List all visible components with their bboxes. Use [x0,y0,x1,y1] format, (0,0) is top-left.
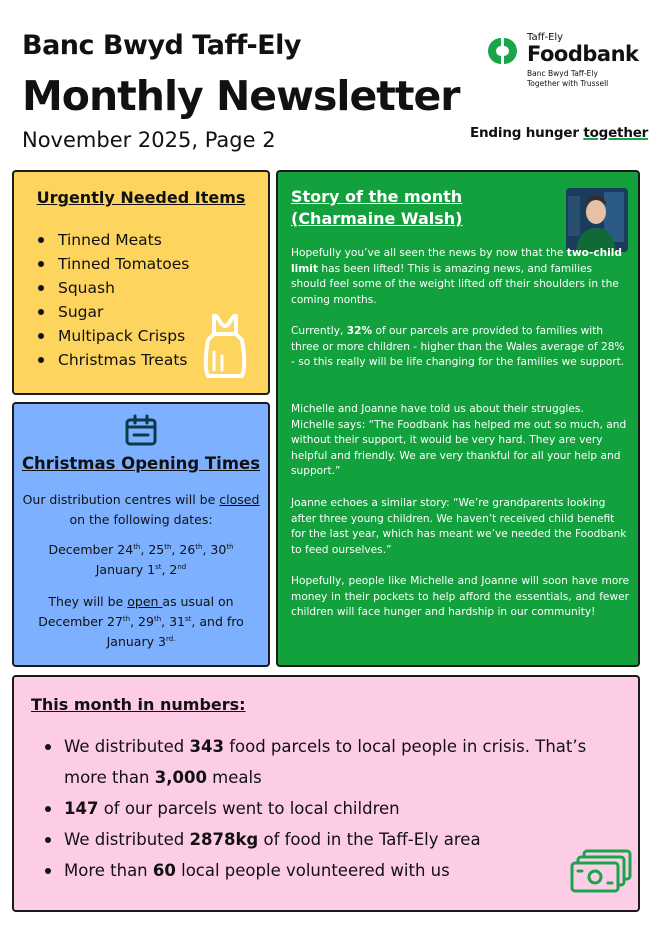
date-suffix: st [155,562,162,571]
list-item: Tinned Tomatoes [32,252,189,276]
open-line-2 [22,612,260,632]
urgent-items-list [32,228,189,372]
story-paragraph-4: Joanne echoes a similar story: “We’re grandparents looking after three young children. We haven’t received child benefit for the last year, which has meant we’ve needed the Foodbank to feed ourselves.” [291,497,627,556]
story-paragraph-2 [291,324,629,371]
christmas-times-title: Christmas Opening Times [21,454,261,473]
stat-value: 2878kg [189,830,259,849]
date-suffix: th [226,542,234,551]
date-suffix: th [133,542,141,551]
story-text: Hopefully you’ve all seen the news by now that the [291,247,567,259]
stat-text: of food in the Taff-Ely area [258,830,481,849]
stat-text: of our parcels went to local children [98,799,400,818]
story-highlight: two-child limit [291,247,622,275]
date-suffix: th [195,542,203,551]
stat-text: We distributed [64,830,190,849]
date-text: , 25 [140,542,165,557]
story-panel [276,170,640,667]
urgent-items-panel [12,170,270,395]
header-org-name: Banc Bwyd Taff-Ely [22,30,301,61]
stat-text: meals [206,768,262,787]
numbers-title: This month in numbers: [31,695,246,714]
date-suffix: st [185,614,192,623]
list-item [30,731,620,793]
list-item: Squash [32,276,189,300]
numbers-list [30,731,620,886]
list-item [30,793,620,824]
list-item: Tinned Meats [32,228,189,252]
date-text: , 2 [161,562,178,577]
charmaine-photo [566,188,628,252]
tagline-start: Ending hunger [470,125,584,141]
date-suffix: nd [177,562,187,571]
stat-value: 3,000 [154,768,207,787]
list-item: Sugar [32,300,189,324]
date-text: , 29 [130,614,154,629]
closed-dates-line-1 [22,540,260,560]
stat-text: More than [64,861,153,880]
stat-value: 343 [189,737,224,756]
logo-subtitle [527,69,637,89]
story-paragraph-5: Hopefully, people like Michelle and Joanne will soon have more money in their pockets to help afford the essentials, and fewer children will face hunger and hardship in our community! [291,575,629,618]
date-suffix: th [153,614,162,623]
logo-sub-1: Banc Bwyd Taff-Ely [527,69,598,78]
open-line-1 [22,592,260,612]
story-text: has been lifted! This is amazing news, and families should feel some of the weight lifted off their shoulders in the coming months. [291,262,619,306]
closed-word: closed [219,492,260,507]
open-notice [22,592,260,652]
stat-text: We distributed [64,737,190,756]
date-text: December 27 [38,614,123,629]
open-text-a: They will be [48,594,128,609]
numbers-panel [12,675,640,912]
story-highlight: 32% [346,325,373,337]
closed-text-c: on the following dates: [69,512,213,527]
open-text-c: as usual on [162,594,234,609]
logo-foodbank: Foodbank [527,42,639,66]
date-text: , 31 [161,614,186,629]
story-paragraph-1 [291,246,629,308]
open-word: open [127,594,163,609]
open-line-3 [22,632,260,652]
foodbank-logo-icon [484,34,522,68]
date-text: January 3 [106,634,166,649]
closed-dates [22,540,260,580]
date-suffix: th [164,542,172,551]
issue-date: November 2025, Page 2 [22,128,276,152]
calendar-icon [124,414,158,446]
closed-notice [22,490,260,530]
list-item [30,824,620,855]
stat-text: local people volunteered with us [175,861,450,880]
date-suffix: th [122,614,131,623]
christmas-times-panel [12,402,270,667]
money-icon [570,849,634,893]
person-photo-icon [566,188,628,252]
date-text: , and fro [191,614,244,629]
logo-sub-2: Together with Trussell [527,79,609,88]
urgent-items-title: Urgently Needed Items [36,188,246,207]
date-text: , 30 [202,542,227,557]
tagline-together: together [583,125,649,141]
date-text: January 1 [95,562,156,577]
stat-text: food parcels to local people in crisis. That’s more than [64,737,587,787]
stat-value: 147 [64,799,99,818]
shopping-bag-icon [200,312,250,382]
list-item [30,855,620,886]
foodbank-logo [484,32,639,92]
list-item: Christmas Treats [32,348,189,372]
date-suffix: rd. [165,634,176,643]
stat-value: 60 [152,861,176,880]
list-item: Multipack Crisps [32,324,189,348]
story-text: of our parcels are provided to families with three or more children - higher than the Wales average of 28% - so this really will be life changing for the families we support. [291,325,625,368]
story-title: Story of the month (Charmaine Walsh) [291,187,463,228]
date-text: December 24 [48,542,134,557]
date-text: , 26 [171,542,196,557]
story-text: Currently, [291,325,347,337]
closed-dates-line-2 [22,560,260,580]
newsletter-title: Monthly Newsletter [22,72,460,120]
story-paragraph-3: Michelle and Joanne have told us about their struggles. Michelle says: “The Foodbank has helped me out so much, and without their support, it would be very hard. They are very helpful and friendly. We are very thankful for all your help and support.” [291,403,627,477]
closed-text-a: Our distribution centres will be [22,492,220,507]
logo-taff-ely: Taff-Ely [527,32,564,43]
tagline [470,125,648,141]
